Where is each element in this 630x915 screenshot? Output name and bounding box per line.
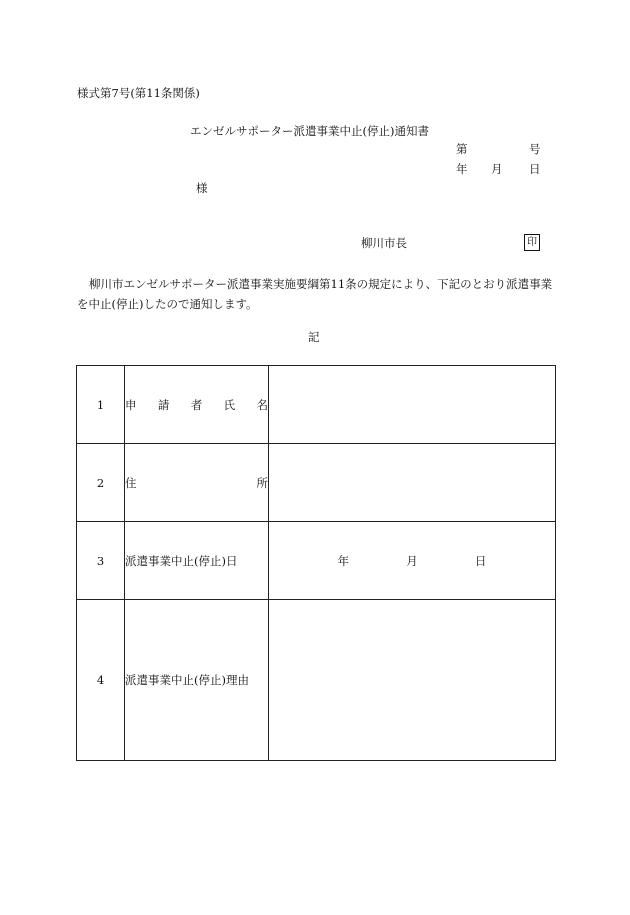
number-suffix: 号 [529,142,541,156]
label-char: 住 [125,475,137,490]
date-year-label: 年 [337,553,350,568]
issuer-name: 柳川市長 [361,236,407,250]
row-number: 1 [77,366,125,444]
suspension-reason-field[interactable] [269,600,556,761]
suspension-reason-label: 派遣事業中止(停止)理由 [125,600,269,761]
form-number: 様式第7号(第11条関係) [77,86,200,100]
table-row [77,444,556,522]
row-number: 2 [77,444,125,522]
label-char: 名 [256,397,268,412]
document-title: エンゼルサポーター派遣事業中止(停止)通知書 [190,124,429,138]
label-char: 氏 [223,397,236,412]
date-day-label: 日 [529,162,541,176]
body-paragraph: 柳川市エンゼルサポーター派遣事業実施要綱第11条の規定により、下記のとおり派遣事業を中止(停止)したので通知します。 [77,277,553,311]
info-table [76,365,556,761]
label-char: 申 [125,397,137,412]
table-row [77,366,556,444]
number-prefix: 第 [456,142,468,156]
label-char: 所 [256,475,268,490]
addressee-suffix: 様 [196,181,208,195]
label-char: 請 [157,397,170,412]
date-year-label: 年 [456,162,468,176]
date-day-label: 日 [474,553,487,568]
suspension-date-label: 派遣事業中止(停止)日 [125,522,269,600]
label-char: 者 [190,397,203,412]
address-field[interactable] [269,444,556,522]
table-row [77,600,556,761]
applicant-name-field[interactable] [269,366,556,444]
row-number: 4 [77,600,125,761]
date-month-label: 月 [406,553,418,568]
applicant-name-label [125,366,269,444]
ki-heading: 記 [308,330,320,344]
table-row [77,522,556,600]
suspension-date-field[interactable] [269,522,556,600]
date-month-label: 月 [491,162,503,176]
row-number: 3 [77,522,125,600]
seal-mark: 印 [524,234,540,251]
address-label [125,444,269,522]
